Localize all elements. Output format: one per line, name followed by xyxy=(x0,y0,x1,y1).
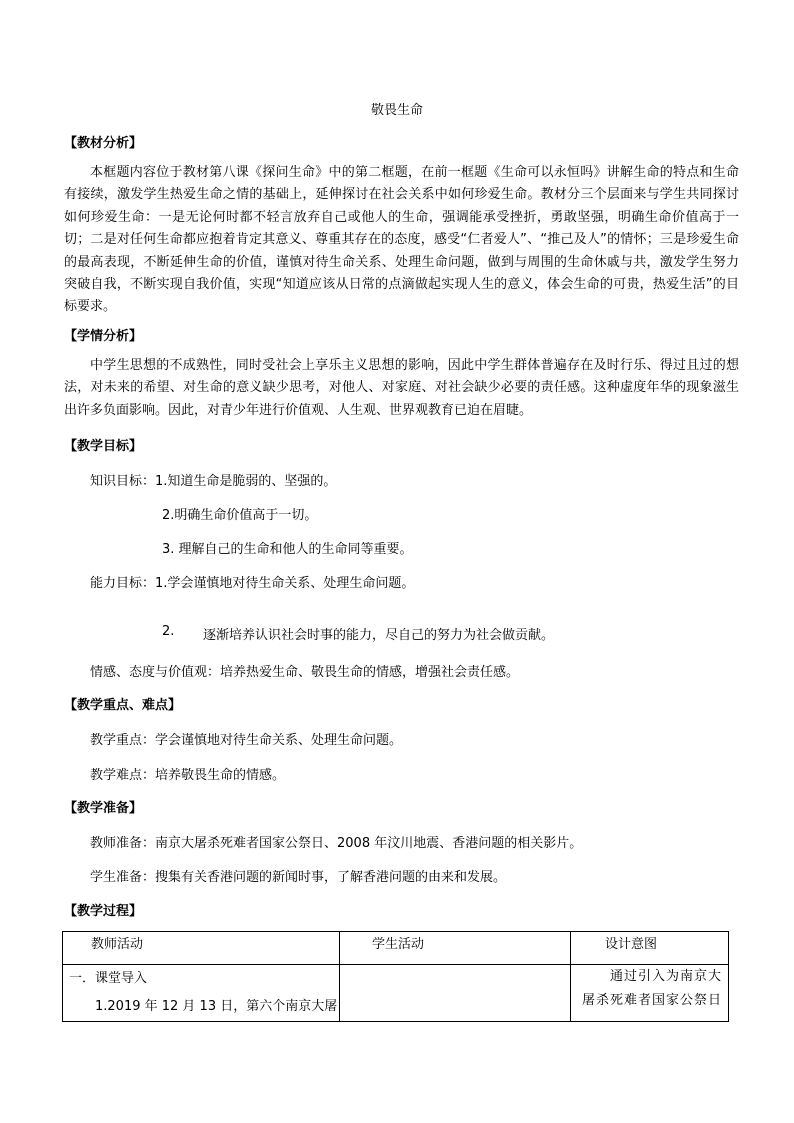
ability-goal-2-text: 逐渐培养认识社会时事的能力，尽自己的努力为社会做贡献。 xyxy=(203,628,555,643)
teaching-difficulty: 教学难点：培养敬畏生命的情感。 xyxy=(90,768,286,783)
ability-goal-1: 能力目标：1.学会谨慎地对待生命关系、处理生命问题。 xyxy=(90,576,415,591)
section-heading-teaching-goals: 【教学目标】 xyxy=(64,439,143,454)
column-header-student: 学生活动 xyxy=(340,932,571,965)
section-heading-key-points: 【教学重点、难点】 xyxy=(64,698,182,713)
student-activity-cell xyxy=(340,965,571,1022)
column-header-teacher: 教师活动 xyxy=(63,932,340,965)
column-header-intent: 设计意图 xyxy=(571,932,729,965)
section-heading-student-analysis: 【学情分析】 xyxy=(64,329,143,344)
section-heading-textbook-analysis: 【教材分析】 xyxy=(64,136,143,151)
emotion-goal: 情感、态度与价值观：培养热爱生命、敬畏生命的情感，增强社会责任感。 xyxy=(90,665,520,680)
knowledge-goal-2: 2.明确生命价值高于一切。 xyxy=(162,508,318,523)
teacher-activity-cell xyxy=(63,965,340,1022)
section-heading-process: 【教学过程】 xyxy=(64,904,143,919)
design-intent-line-1: 通过引入为南京大 xyxy=(609,969,722,984)
table-header-row xyxy=(63,932,729,965)
table-row xyxy=(63,965,729,1022)
design-intent-cell xyxy=(571,965,729,1022)
knowledge-goal-1: 知识目标：1.知道生命是脆弱的、坚强的。 xyxy=(90,474,337,489)
section-heading-preparation: 【教学准备】 xyxy=(64,801,143,816)
page-title: 敬畏生命 xyxy=(370,103,423,118)
student-preparation: 学生准备：搜集有关香港问题的新闻时事，了解香港问题的由来和发展。 xyxy=(90,870,507,885)
teaching-process-table xyxy=(62,931,729,1022)
teacher-activity-line-2: 1.2019 年 12 月 13 日，第六个南京大屠 xyxy=(95,999,338,1014)
knowledge-goal-3: 3. 理解自己的生命和他人的生命同等重要。 xyxy=(162,542,413,557)
ability-goal-2-number: 2. xyxy=(162,624,175,639)
textbook-analysis-paragraph: 本框题内容位于教材第八课《探问生命》中的第二框题，在前一框题《生命可以永恒吗》讲解生命的特点和生命有接续，激发学生热爱生命之情的基础上，延伸探讨在社会关系中如何珍爱生命。教材分三个层面来与学生共同探讨如何珍爱生命：一是无论何时都不轻言放弃自己或他人的生命，强调能承受挫折，勇敢坚强，明确生命价值高于一切；二是对任何生命都应抱着肯定其意义、尊重其存在的态度，感受“仁者爱人”、“推己及人”的情怀；三是珍爱生命的最高表现，不断延伸生命的价值，谨慎对待生命关系、处理生命问题，做到与周围的生命休戚与共，激发学生努力突破自我，不断实现自我价值，实现“知道应该从日常的点滴做起实现人生的意义，体会生命的可贵，热爱生活”的目标要求。 xyxy=(64,165,739,315)
teaching-focus: 教学重点：学会谨慎地对待生命关系、处理生命问题。 xyxy=(90,733,403,748)
student-analysis-paragraph: 中学生思想的不成熟性，同时受社会上享乐主义思想的影响，因此中学生群体普遍存在及时行乐、得过且过的想法，对未来的希望、对生命的意义缺少思考，对他人、对家庭、对社会缺少必要的责任感。这种虚度年华的现象滋生出许多负面影响。因此，对青少年进行价值观、人生观、世界观教育已迫在眉睫。 xyxy=(64,358,739,418)
design-intent-line-2: 屠杀死难者国家公祭日 xyxy=(581,993,722,1008)
teacher-activity-line-1: 一．课堂导入 xyxy=(69,971,148,986)
teacher-preparation: 教师准备：南京大屠杀死难者国家公祭日、2008 年汶川地震、香港问题的相关影片。 xyxy=(90,836,583,851)
